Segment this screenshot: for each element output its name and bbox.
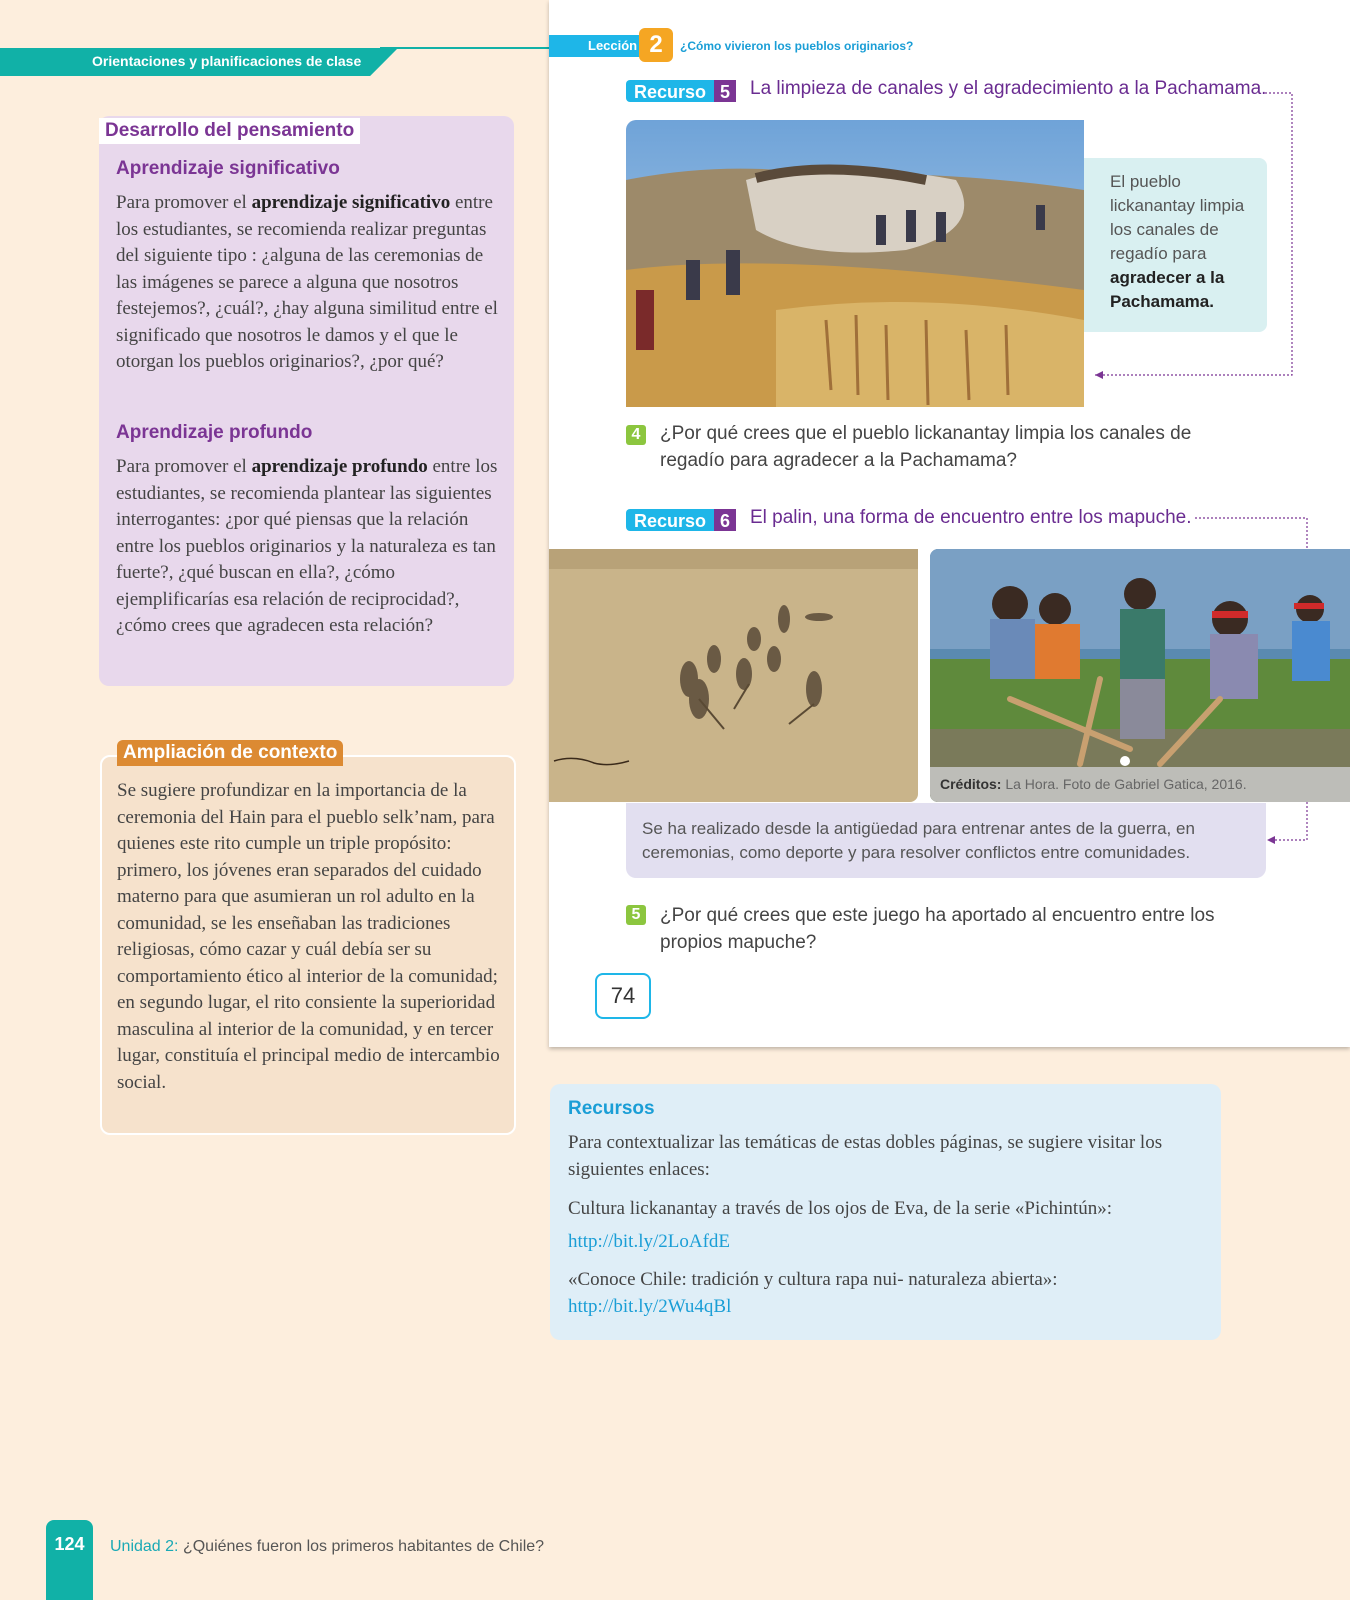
recursos-link-1[interactable]: http://bit.ly/2LoAfdE — [568, 1231, 731, 1252]
recursos-item-1: Cultura lickanantay a través de los ojos de Eva, de la serie «Pichintún»: — [568, 1198, 1112, 1219]
student-page-number: 74 — [595, 973, 651, 1019]
ampliacion-heading: Ampliación de contexto — [117, 740, 343, 766]
significativo-text — [116, 190, 501, 376]
recurso-6-badge — [626, 509, 736, 531]
recursos-link-2[interactable]: http://bit.ly/2Wu4qBl — [568, 1296, 732, 1317]
recursos-item-2: «Conoce Chile: tradición y cultura rapa nui- naturaleza abierta»: — [568, 1269, 1058, 1290]
profundo-text — [116, 454, 501, 640]
footer-tab — [46, 1520, 93, 1600]
text-part: Para promover el — [116, 456, 252, 477]
text-bold: aprendizaje profundo — [251, 456, 428, 477]
recurso-number: 6 — [714, 509, 736, 531]
recurso-6-title: El palin, una forma de encuentro entre los mapuche. — [750, 507, 1192, 528]
lesson-label: Lección — [588, 38, 638, 53]
header-line — [380, 47, 550, 49]
question-4-text: ¿Por qué crees que el pueblo lickanantay limpia los canales de regadío para agradecer a la Pachamama? — [660, 423, 1192, 471]
text-part: entre los estudiantes, se recomienda realizar preguntas del siguiente tipo : ¿alguna de las ceremonias de las imágenes se parece a alguna que nosotros festejemos?, ¿cuál?, ¿hay alguna similitud entre el significado que nosotros le damos y el que le otorgan los pueblos originarios?, ¿por qué? — [116, 192, 498, 372]
recurso-6-caption: Se ha realizado desde la antigüedad para entrenar antes de la guerra, en ceremonias, como deporte y para resolver conflictos entre comunidades. — [626, 803, 1266, 878]
recurso-label: Recurso — [626, 509, 714, 531]
unit-title: ¿Quiénes fueron los primeros habitantes de Chile? — [182, 1538, 545, 1555]
guide-title: Orientaciones y planificaciones de clase — [92, 53, 362, 69]
recursos-intro: Para contextualizar las temáticas de estas dobles páginas, se sugiere visitar los siguientes enlaces: — [568, 1132, 1163, 1180]
photo-credits — [940, 776, 1247, 792]
credits-text: La Hora. Foto de Gabriel Gatica, 2016. — [1005, 776, 1247, 792]
credits-label: Créditos: — [940, 776, 1002, 792]
historic-palin-photo — [549, 549, 918, 802]
significativo-heading: Aprendizaje significativo — [116, 158, 340, 179]
recursos-title: Recursos — [568, 1098, 655, 1119]
text-bold: aprendizaje significativo — [251, 192, 451, 213]
recurso-5-title: La limpieza de canales y el agradecimiento a la Pachamama. — [750, 78, 1267, 99]
question-4-number: 4 — [626, 425, 646, 445]
caption-text: El pueblo lickanantay limpia los canales de regadío para — [1110, 172, 1245, 263]
text-part: entre los estudiantes, se recomienda plantear las siguientes interrogantes: ¿por qué piensas que la relación entre los pueblos originarios y la naturaleza es tan fuerte?, ¿qué buscan en ella?, ¿cómo ejemplificarías esa relación de reciprocidad?, ¿cómo crees que agradecen esta relación? — [116, 456, 498, 636]
canal-cleaning-photo — [626, 120, 1084, 407]
caption-bold: agradecer a la Pachamama. — [1110, 268, 1225, 311]
question-5-number: 5 — [626, 905, 646, 925]
unit-label: Unidad 2: — [110, 1538, 179, 1555]
profundo-heading: Aprendizaje profundo — [116, 422, 313, 443]
lesson-title: ¿Cómo vivieron los pueblos originarios? — [680, 39, 914, 53]
page-number: 124 — [54, 1534, 85, 1554]
recurso-5-badge — [626, 80, 736, 102]
footer-unit — [110, 1538, 544, 1556]
text-part: Para promover el — [116, 192, 252, 213]
ampliacion-text: Se sugiere profundizar en la importancia de la ceremonia del Hain para el pueblo selk’nam, para quienes este rito cumple un triple propósito: primero, los jóvenes eran separados del cuidado materno para que asumieran un rol adulto en la comunidad, se les enseñaban las tradiciones religiosas, cómo cazar y cuál debía ser su comportamiento ético al interior de la comunidad; en segundo lugar, el rito consiente la superioridad masculina al interior de la comunidad, y en tercer lugar, constituía el principal medio de intercambio social. — [117, 780, 500, 1093]
recurso-label: Recurso — [626, 80, 714, 102]
question-5-text: ¿Por qué crees que este juego ha aportado al encuentro entre los propios mapuche? — [660, 905, 1215, 953]
modern-palin-photo — [930, 549, 1350, 802]
lesson-number: 2 — [639, 28, 673, 62]
recurso-5-arrow — [1085, 85, 1295, 385]
recurso-number: 5 — [714, 80, 736, 102]
desarrollo-heading: Desarrollo del pensamiento — [99, 118, 360, 144]
